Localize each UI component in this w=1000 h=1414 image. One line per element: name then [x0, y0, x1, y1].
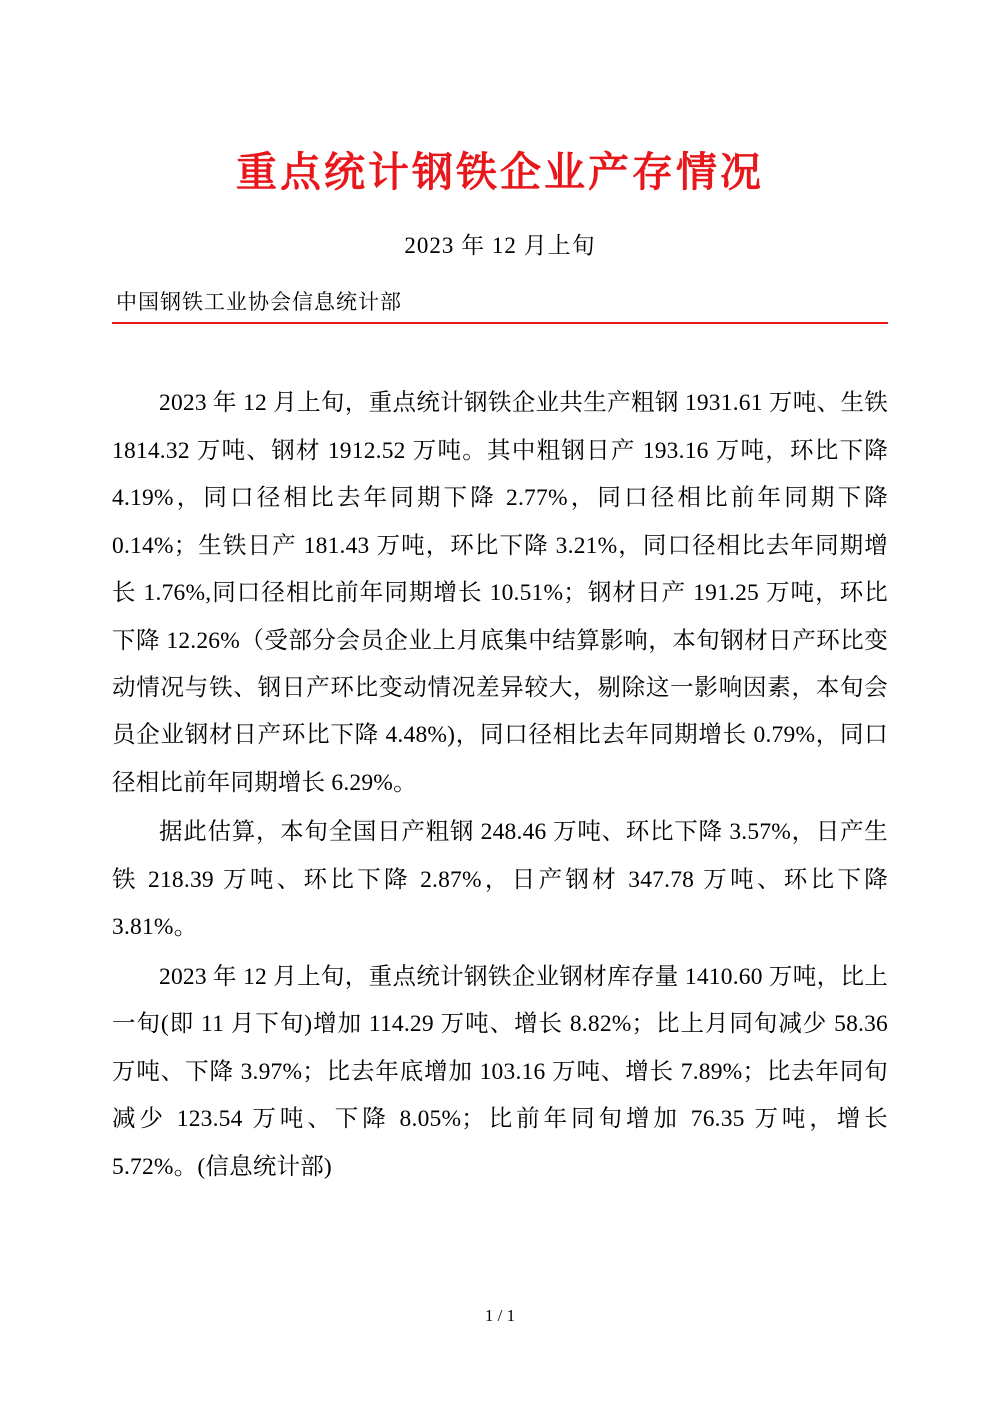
page-title: 重点统计钢铁企业产存情况 [236, 148, 764, 196]
issuer-block [112, 286, 888, 324]
document-body [112, 380, 888, 1191]
paragraph-inventory: 2023 年 12 月上旬，重点统计钢铁企业钢材库存量 1410.60 万吨，比上一旬(即 11 月下旬)增加 114.29 万吨、增长 8.82%；比上月同旬减少 58.36 万吨、下降 3.97%；比去年底增加 103.16 万吨、增长 7.89%；比去年同旬减少 123.54 万吨、下降 8.05%；比前年同旬增加 76.35 万吨，增长 5.72%。(信息统计部) [112, 963, 888, 1180]
page-number: 1 / 1 [484, 1306, 516, 1325]
document-subtitle: 2023 年 12 月上旬 [404, 233, 596, 259]
paragraph-production: 2023 年 12 月上旬，重点统计钢铁企业共生产粗钢 1931.61 万吨、生铁 1814.32 万吨、钢材 1912.52 万吨。其中粗钢日产 193.16 万吨，环比下降 4.19%，同口径相比去年同期下降 2.77%，同口径相比前年同期下降 0.14%；生铁日产 181.43 万吨，环比下降 3.21%，同口径相比去年同期增长 1.76%,同口径相比前年同期增长 10.51%；钢材日产 191.25 万吨，环比下降 12.26%（受部分会员企业上月底集中结算影响，本旬钢材日产环比变动情况与铁、钢日产环比变动情况差异较大，剔除这一影响因素，本旬会员企业钢材日产环比下降 4.48%)，同口径相比去年同期增长 0.79%，同口径相比前年同期增长 6.29%。 [112, 390, 888, 796]
issuing-department: 中国钢铁工业协会信息统计部 [116, 290, 402, 315]
paragraph-national-estimate: 据此估算，本旬全国日产粗钢 248.46 万吨、环比下降 3.57%，日产生铁 218.39 万吨、环比下降 2.87%，日产钢材 347.78 万吨、环比下降 3.81%。 [112, 819, 888, 941]
